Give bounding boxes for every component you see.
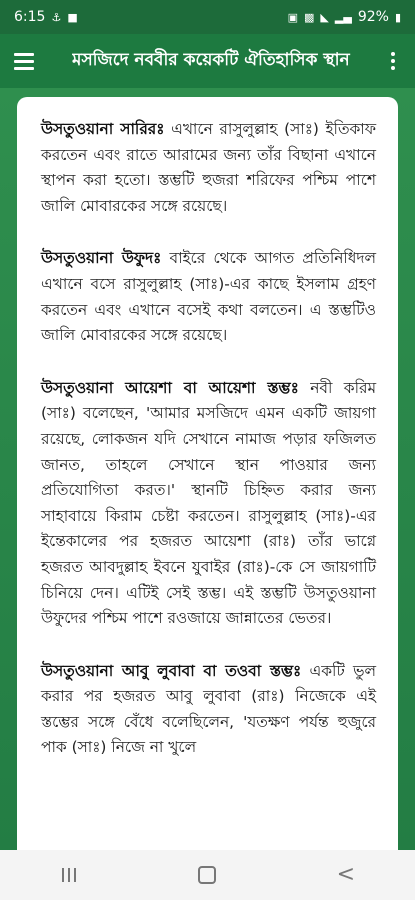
paragraph-body: নবী করিম (সাঃ) বলেছেন, 'আমার মসজিদে এমন একটি জায়গা রয়েছে, লোকজন যদি সেখানে নামাজ পড়ার ফজিলত জানত, তাহলে সেখানে স্থান পাওয়ার জন্য প্রতিযোগিতা করত।' স্থানটি চিহ্নিত করার জন্য সাহাবায়ে কিরাম চেষ্টা করতেন। রাসুলুল্লাহ (সাঃ)-এর ইন্তেকালের পর হজরত আয়েশা (রাঃ) তাঁর ভাগ্নে হজরত আবদুল্লাহ ইবনে যুবাইর (রাঃ)-কে সে জায়গাটি চিনিয়ে দেন। এটিই সেই স্তম্ভ। এই স্তম্ভটি উসতুওয়ানা উফুদের পশ্চিম পাশে রওজায়ে জান্নাতের ভেতর। — [41, 378, 376, 628]
paragraph-heading: উসতুওয়ানা আয়েশা বা আয়েশা স্তম্ভঃ — [41, 378, 299, 397]
paragraph — [41, 376, 376, 632]
page-title: মসজিদে নববীর কয়েকটি ঐতিহাসিক স্থান — [72, 50, 350, 70]
paragraph-body: বাইরে থেকে আগত প্রতিনিধিদল এখানে বসে রাসুলুল্লাহ (সাঃ)-এর কাছে ইসলাম গ্রহণ করতেন এবং এখানে বসেই কথা বলতেন। এ স্তম্ভটিও জালি মোবারকের সঙ্গে রয়েছে। — [41, 249, 376, 345]
wifi-icon: ◣ — [320, 10, 329, 24]
paragraph-body: একটি ভুল করার পর হজরত আবু লুবাবা (রাঃ) নিজেকে এই স্তম্ভের সঙ্গে বেঁধে বলেছিলেন, 'যতক্ষণ পর্যন্ত হুজুরে পাক (সাঃ) নিজে না খুলে — [41, 661, 376, 757]
lock-icon: ▣ — [287, 10, 299, 24]
app-bar — [0, 34, 415, 88]
hamburger-icon[interactable] — [14, 46, 44, 76]
status-bar — [0, 0, 415, 34]
status-right — [288, 9, 401, 25]
battery-icon: ▮ — [394, 10, 401, 24]
signal-icon: ▂▄ — [334, 10, 352, 24]
paragraph — [41, 246, 376, 348]
back-icon: < — [336, 862, 356, 887]
recents-button[interactable] — [39, 855, 99, 895]
back-button[interactable] — [316, 855, 376, 895]
article-card[interactable] — [17, 97, 398, 850]
usb-icon: ⚓ — [51, 10, 62, 24]
paragraph — [41, 117, 376, 219]
system-nav-bar — [0, 850, 415, 900]
video-icon: ■ — [67, 10, 78, 24]
paragraph-heading: উসতুওয়ানা সারিরঃ — [41, 120, 165, 138]
battery-percent: 92% — [357, 9, 389, 25]
paragraph-body: এখানে রাসুলুল্লাহ (সাঃ) ইতিকাফ করতেন এবং রাতে আরামের জন্য তাঁর বিছানা এখানে স্থাপন করা হতো। স্তম্ভটি হুজরা শরিফের পশ্চিম পাশে জালি মোবারকের সঙ্গে রয়েছে। — [41, 120, 376, 215]
mute-icon: ▩ — [304, 10, 315, 24]
recents-icon — [62, 868, 76, 882]
paragraph — [41, 659, 376, 761]
paragraph-heading: উসতুওয়ানা উফুদঃ — [41, 249, 162, 268]
status-time: 6:15 — [14, 9, 46, 25]
article-content — [17, 97, 398, 761]
more-vert-icon[interactable] — [381, 46, 405, 76]
status-left — [14, 9, 78, 25]
home-button[interactable] — [177, 855, 237, 895]
home-icon — [198, 866, 216, 884]
paragraph-heading: উসতুওয়ানা আবু লুবাবা বা তওবা স্তম্ভঃ — [41, 661, 302, 680]
